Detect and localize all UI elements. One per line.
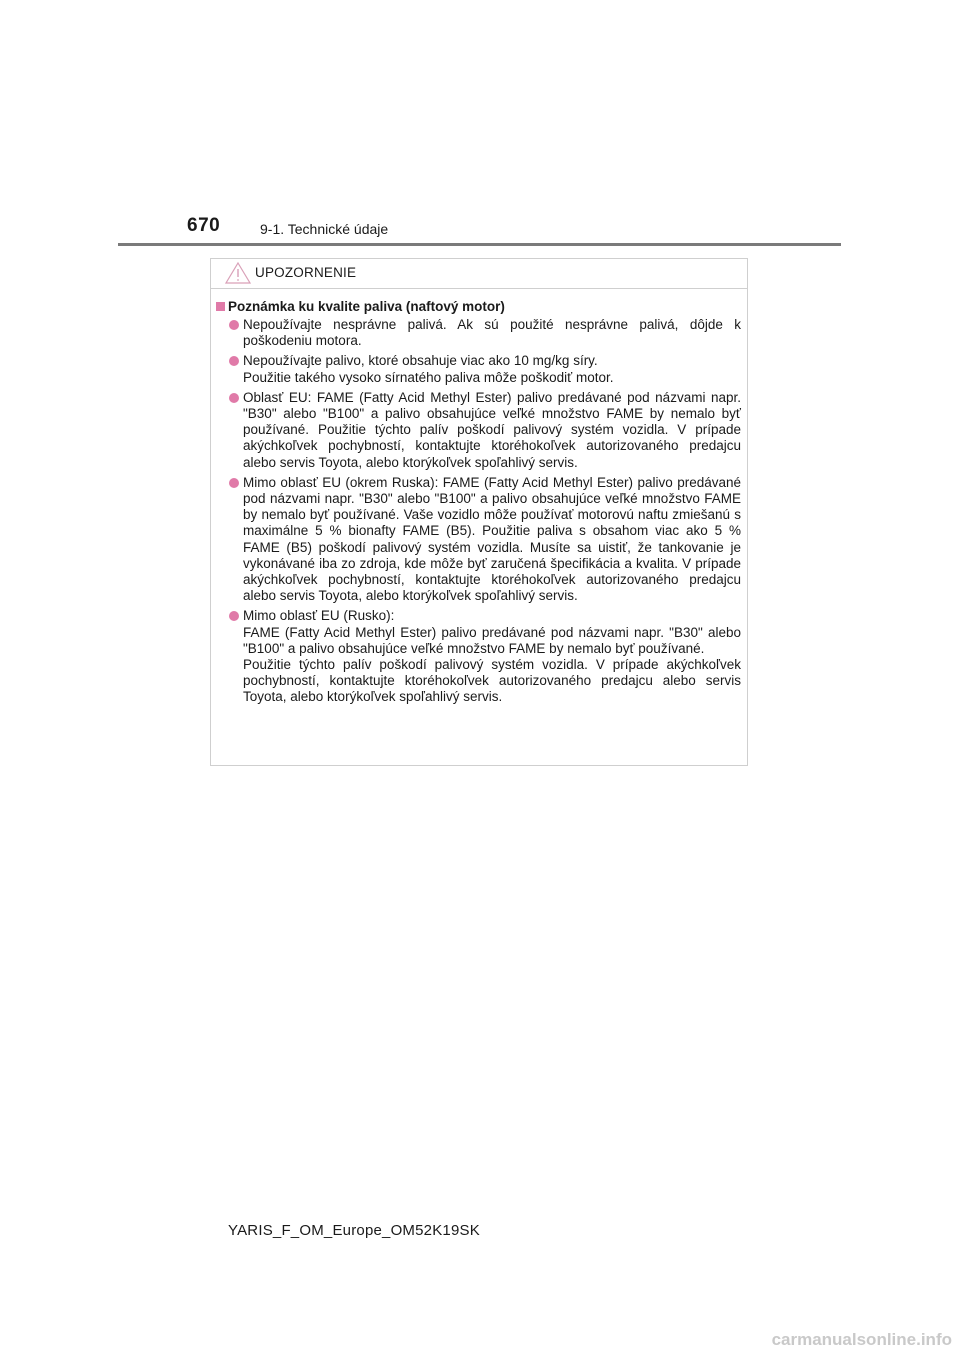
- item-text: Mimo oblasť EU (Rusko):: [243, 608, 395, 624]
- header-rule: [118, 243, 841, 246]
- bullet-dot-icon: [229, 611, 239, 621]
- list-item: [215, 390, 741, 471]
- warning-header: [211, 259, 747, 289]
- bullet-dot-icon: [229, 393, 239, 403]
- list-item: [215, 608, 741, 705]
- bullet-dot-icon: [229, 320, 239, 330]
- section-title: 9-1. Technické údaje: [260, 221, 389, 237]
- page-number: 670: [187, 215, 221, 236]
- list-item: [215, 317, 741, 349]
- warning-heading-text: Poznámka ku kvalite paliva (naftový motor): [228, 299, 505, 314]
- item-text: Nepoužívajte nesprávne palivá. Ak sú použité nesprávne palivá, dôjde k poškodeniu motora.: [243, 317, 741, 349]
- item-text: Použitie týchto palív poškodí palivový systém vozidla. V prípade akýchkoľvek pochybností, kontaktujte ktoréhokoľvek autorizovaného predajcu alebo servis Toyota, alebo ktorýkoľvek spoľahlivý servis.: [243, 657, 741, 705]
- list-item: [215, 353, 741, 385]
- warning-label: UPOZORNENIE: [255, 265, 357, 280]
- warning-triangle-icon: [225, 262, 251, 284]
- warning-item-list: [215, 317, 741, 706]
- item-text: Nepoužívajte palivo, ktoré obsahuje viac ako 10 mg/kg síry.: [243, 353, 598, 369]
- watermark: carmanualsonline.info: [771, 1330, 952, 1349]
- item-text: Použitie takého vysoko sírnatého paliva môže poškodiť motor.: [243, 369, 614, 385]
- list-item: [215, 475, 741, 605]
- item-text: Mimo oblasť EU (okrem Ruska): FAME (Fatty Acid Methyl Ester) palivo predávané pod názvami napr. "B30" alebo "B100" a palivo obsahujúce veľké množstvo FAME by nemalo byť používané. Vaše vozidlo môže používať motorovú naftu zmiešanú s maximálne 5 % bionafty FAME (B5). Použitie paliva s obsahom viac ako 5 % FAME (B5) poškodí palivový systém vozidla. Musíte sa uistiť, že tankovanie je vykonávané iba zo zdroja, kde môže byť zaručená špecifikácia a kvalita. V prípade akýchkoľvek pochybností, kontaktujte ktoréhokoľvek autorizovaného predajcu alebo servis Toyota, alebo ktorýkoľvek spoľahlivý servis.: [243, 474, 741, 604]
- bullet-dot-icon: [229, 478, 239, 488]
- item-text: FAME (Fatty Acid Methyl Ester) palivo predávané pod názvami napr. "B30" alebo "B100" a palivo obsahujúce veľké množstvo FAME by nemalo byť používané.: [243, 624, 741, 656]
- warning-subheading: [215, 299, 741, 314]
- warning-box: [210, 258, 748, 766]
- item-text: Oblasť EU: FAME (Fatty Acid Methyl Ester) palivo predávané pod názvami napr. "B30" alebo "B100" a palivo obsahujúce veľké množstvo FAME by nemalo byť používané. Použitie týchto palív poškodí palivový systém vozidla. V prípade akýchkoľvek pochybností, kontaktujte ktoréhokoľvek autorizovaného predajcu alebo servis Toyota, alebo ktorýkoľvek spoľahlivý servis.: [243, 389, 741, 470]
- square-bullet-icon: [216, 302, 225, 311]
- bullet-dot-icon: [229, 356, 239, 366]
- warning-content: [211, 289, 747, 706]
- document-code: YARIS_F_OM_Europe_OM52K19SK: [228, 1222, 480, 1239]
